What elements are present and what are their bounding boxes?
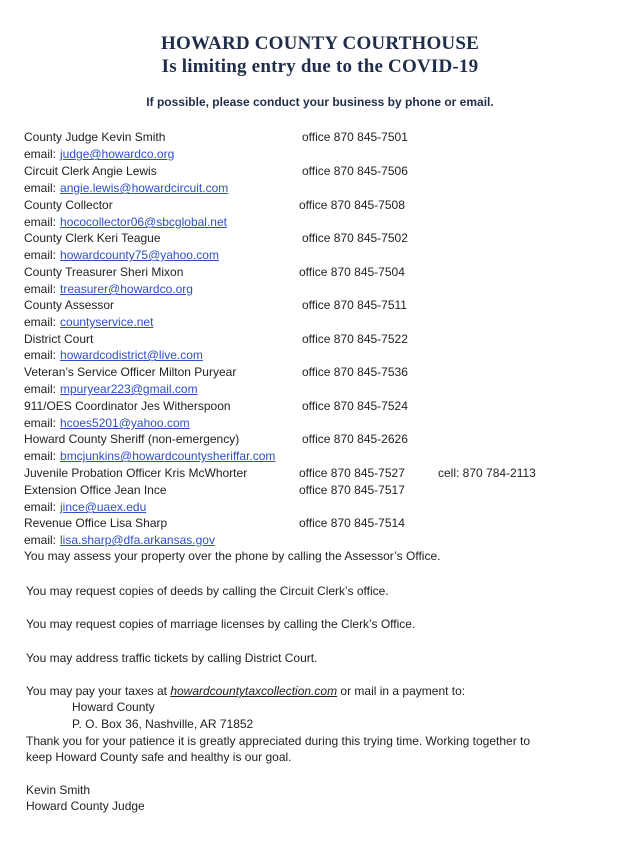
contact-name: County Treasurer Sheri Mixon <box>24 265 184 279</box>
tax-collection-link[interactable]: howardcountytaxcollection.com <box>170 684 338 698</box>
contact-email-row <box>24 180 228 196</box>
contact-name: Veteran’s Service Officer Milton Puryear <box>24 365 237 379</box>
contact-office-phone: office 870 845-7502 <box>302 231 408 245</box>
contact-office-phone: office 870 845-7524 <box>302 399 408 413</box>
contact-office-phone: office 870 845-7517 <box>299 483 405 497</box>
contact-name: Circuit Clerk Angie Lewis <box>24 164 157 178</box>
email-link[interactable]: angie.lewis@howardcircuit.com <box>60 181 229 195</box>
contact-cell-phone: cell: 870 784-2113 <box>438 466 536 480</box>
email-label: email: <box>24 147 57 161</box>
contact-name: Howard County Sheriff (non-emergency) <box>24 432 240 446</box>
contact-office-phone: office 870 845-7527 <box>299 466 405 480</box>
contact-name: Extension Office Jean Ince <box>24 483 167 497</box>
signer-title: Howard County Judge <box>26 799 145 813</box>
email-label: email: <box>24 500 57 514</box>
email-label: email: <box>24 382 57 396</box>
note-deeds: You may request copies of deeds by calling the Circuit Clerk’s office. <box>26 584 389 598</box>
instructions: If possible, please conduct your business by phone or email. <box>146 95 494 109</box>
contact-office-phone: office 870 845-7504 <box>299 265 405 279</box>
contact-office-phone: office 870 845-7522 <box>302 332 408 346</box>
email-link[interactable]: countyservice.net <box>60 315 154 329</box>
contact-name: Juvenile Probation Officer Kris McWhorter <box>24 466 248 480</box>
contact-email-row <box>24 214 227 230</box>
note-assessor: You may assess your property over the phone by calling the Assessor’s Office. <box>24 549 441 563</box>
contact-office-phone: office 870 845-7536 <box>302 365 408 379</box>
page-title: HOWARD COUNTY COURTHOUSE <box>160 33 479 54</box>
note-marriage: You may request copies of marriage licenses by calling the Clerk’s Office. <box>26 617 416 631</box>
contact-email-row <box>24 146 174 162</box>
address-line: P. O. Box 36, Nashville, AR 71852 <box>72 717 254 731</box>
taxes-prefix: You may pay your taxes at <box>26 684 171 698</box>
email-link[interactable]: hcoes5201@yahoo.com <box>60 416 190 430</box>
email-label: email: <box>24 348 57 362</box>
email-label: email: <box>24 416 57 430</box>
contact-name: 911/OES Coordinator Jes Witherspoon <box>24 399 231 413</box>
contact-email-row <box>24 415 190 431</box>
email-link[interactable]: howardcodistrict@live.com <box>60 348 203 362</box>
contact-name: Revenue Office Lisa Sharp <box>24 516 168 530</box>
email-label: email: <box>24 248 57 262</box>
email-label: email: <box>24 533 57 547</box>
contact-office-phone: office 870 845-7511 <box>302 298 407 312</box>
closing-line: Thank you for your patience it is greatly appreciated during this trying time. Working together to <box>26 734 531 748</box>
email-link[interactable]: mpuryear223@gmail.com <box>60 382 198 396</box>
contact-office-phone: office 870 845-2626 <box>302 432 408 446</box>
email-label: email: <box>24 315 57 329</box>
contact-office-phone: office 870 845-7506 <box>302 164 408 178</box>
contact-email-row <box>24 247 219 263</box>
page-subtitle: Is limiting entry due to the COVID-19 <box>161 56 479 77</box>
email-link[interactable]: judge@howardco.org <box>60 147 175 161</box>
email-link[interactable]: jince@uaex.edu <box>60 500 147 514</box>
contact-email-row <box>24 347 203 363</box>
contact-email-row <box>24 314 153 330</box>
contact-email-row <box>24 281 193 297</box>
contact-name: County Judge Kevin Smith <box>24 130 166 144</box>
email-label: email: <box>24 215 57 229</box>
contact-email-row <box>24 448 275 464</box>
contact-email-row <box>24 532 215 548</box>
email-label: email: <box>24 282 57 296</box>
email-label: email: <box>24 181 57 195</box>
contact-email-row <box>24 381 198 397</box>
contact-office-phone: office 870 845-7508 <box>299 198 405 212</box>
contact-name: County Clerk Keri Teague <box>24 231 161 245</box>
contact-office-phone: office 870 845-7501 <box>302 130 408 144</box>
email-label: email: <box>24 449 57 463</box>
email-link[interactable]: lisa.sharp@dfa.arkansas.gov <box>60 533 215 547</box>
note-traffic: You may address traffic tickets by calling District Court. <box>26 651 318 665</box>
email-link[interactable]: bmcjunkins@howardcountysheriffar.com <box>60 449 276 463</box>
signer-name: Kevin Smith <box>26 783 91 797</box>
contact-name: County Assessor <box>24 298 115 312</box>
contact-office-phone: office 870 845-7514 <box>299 516 405 530</box>
closing-line: keep Howard County safe and healthy is our goal. <box>26 750 292 764</box>
taxes-suffix: or mail in a payment to: <box>337 684 466 698</box>
address-line: Howard County <box>72 700 155 714</box>
contact-name: District Court <box>24 332 94 346</box>
taxes-line <box>26 683 465 699</box>
contact-email-row <box>24 499 146 515</box>
email-link[interactable]: hococollector06@sbcglobal.net <box>60 215 227 229</box>
contact-name: County Collector <box>24 198 113 212</box>
email-link[interactable]: howardcounty75@yahoo.com <box>60 248 219 262</box>
email-link[interactable]: treasurer@howardco.org <box>60 282 193 296</box>
